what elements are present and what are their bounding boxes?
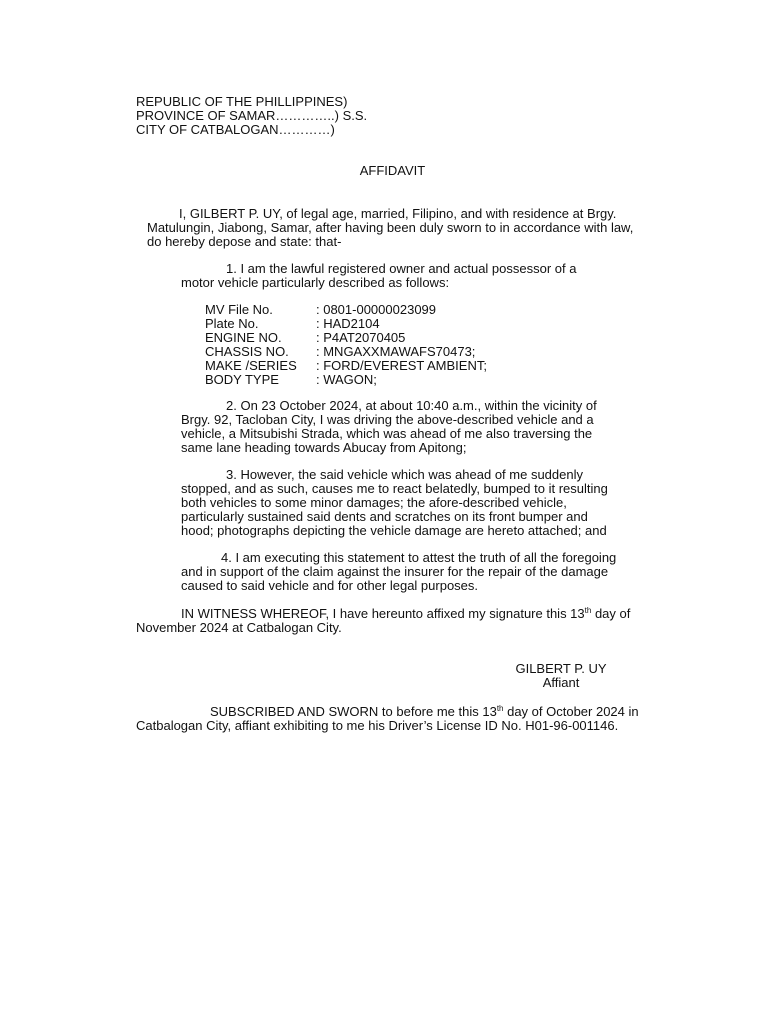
caption-line-city: CITY OF CATBALOGAN…………) <box>136 122 335 137</box>
vehicle-value: : WAGON; <box>316 372 377 387</box>
paragraph-2 <box>181 399 643 455</box>
para2-line-3: vehicle, a Mitsubishi Strada, which was ahead of me also traversing the <box>181 426 593 441</box>
vehicle-value: : MNGAXXMAWAFS70473; <box>316 344 476 359</box>
vehicle-label: MV File No. <box>205 302 273 317</box>
vehicle-label: BODY TYPE <box>205 372 279 387</box>
affiant-name: GILBERT P. UY <box>515 661 607 676</box>
witness-line-2: November 2024 at Catbalogan City. <box>136 620 342 635</box>
para2-line-1: 2. On 23 October 2024, at about 10:40 a.m., within the vicinity of <box>226 398 597 413</box>
para1-line-1: 1. I am the lawful registered owner and actual possessor of a <box>226 261 577 276</box>
paragraph-1 <box>181 262 576 290</box>
para3-line-5: hood; photographs depicting the vehicle damage are hereto attached; and <box>181 523 607 538</box>
jurat-line-1 <box>136 705 678 719</box>
witness-text-b: day of <box>591 606 631 621</box>
intro-line-3: do hereby depose and state: that- <box>147 234 342 249</box>
jurat-text-a: SUBSCRIBED AND SWORN to before me this 13 <box>210 704 497 719</box>
affiant-role: Affiant <box>542 675 580 690</box>
vehicle-value: : FORD/EVEREST AMBIENT; <box>316 358 487 373</box>
jurat-clause <box>136 705 678 733</box>
para3-line-2: stopped, and as such, causes me to react belatedly, bumped to it resulting <box>181 481 608 496</box>
para4-line-1: 4. I am executing this statement to attest the truth of all the foregoing <box>221 550 617 565</box>
witness-line-1 <box>136 607 678 621</box>
vehicle-details <box>0 303 768 393</box>
para4-line-2: and in support of the claim against the insurer for the repair of the damage <box>181 564 609 579</box>
paragraph-4 <box>181 551 643 593</box>
para2-line-4: same lane heading towards Abucay from Apitong; <box>181 440 467 455</box>
jurat-ordinal: th <box>496 704 504 713</box>
vehicle-label: CHASSIS NO. <box>205 344 289 359</box>
jurat-line-2: Catbalogan City, affiant exhibiting to me his Driver’s License ID No. H01-96-001146. <box>136 718 619 733</box>
witness-text-a: IN WITNESS WHEREOF, I have hereunto affixed my signature this 13 <box>181 606 585 621</box>
paragraph-3 <box>181 468 643 538</box>
signature-block <box>498 662 624 690</box>
para3-line-1: 3. However, the said vehicle which was ahead of me suddenly <box>226 467 583 482</box>
vehicle-value: : HAD2104 <box>316 316 380 331</box>
para4-line-3: caused to said vehicle and for other legal purposes. <box>181 578 479 593</box>
document-title: AFFIDAVIT <box>359 163 426 178</box>
vehicle-label: ENGINE NO. <box>205 330 282 345</box>
para3-line-3: both vehicles to some minor damages; the afore-described vehicle, <box>181 495 567 510</box>
caption-line-republic: REPUBLIC OF THE PHILLIPPINES) <box>136 94 348 109</box>
jurat-text-b: day of October 2024 in <box>503 704 639 719</box>
vehicle-label: Plate No. <box>205 316 259 331</box>
intro-line-2: Matulungin, Jiabong, Samar, after having been duly sworn to in accordance with law, <box>147 220 634 235</box>
vehicle-value: : P4AT2070405 <box>316 330 406 345</box>
venue-caption <box>136 95 367 137</box>
intro-line-1: I, GILBERT P. UY, of legal age, married, Filipino, and with residence at Brgy. <box>179 206 617 221</box>
caption-line-province: PROVINCE OF SAMAR…………..) S.S. <box>136 108 368 123</box>
witness-ordinal: th <box>584 606 592 615</box>
vehicle-label: MAKE /SERIES <box>205 358 297 373</box>
witness-clause <box>136 607 678 635</box>
vehicle-value: : 0801-00000023099 <box>316 302 437 317</box>
para1-line-2: motor vehicle particularly described as follows: <box>181 275 450 290</box>
intro-paragraph <box>147 207 677 249</box>
para3-line-4: particularly sustained said dents and scratches on its front bumper and <box>181 509 588 524</box>
para2-line-2: Brgy. 92, Tacloban City, I was driving the above-described vehicle and a <box>181 412 594 427</box>
